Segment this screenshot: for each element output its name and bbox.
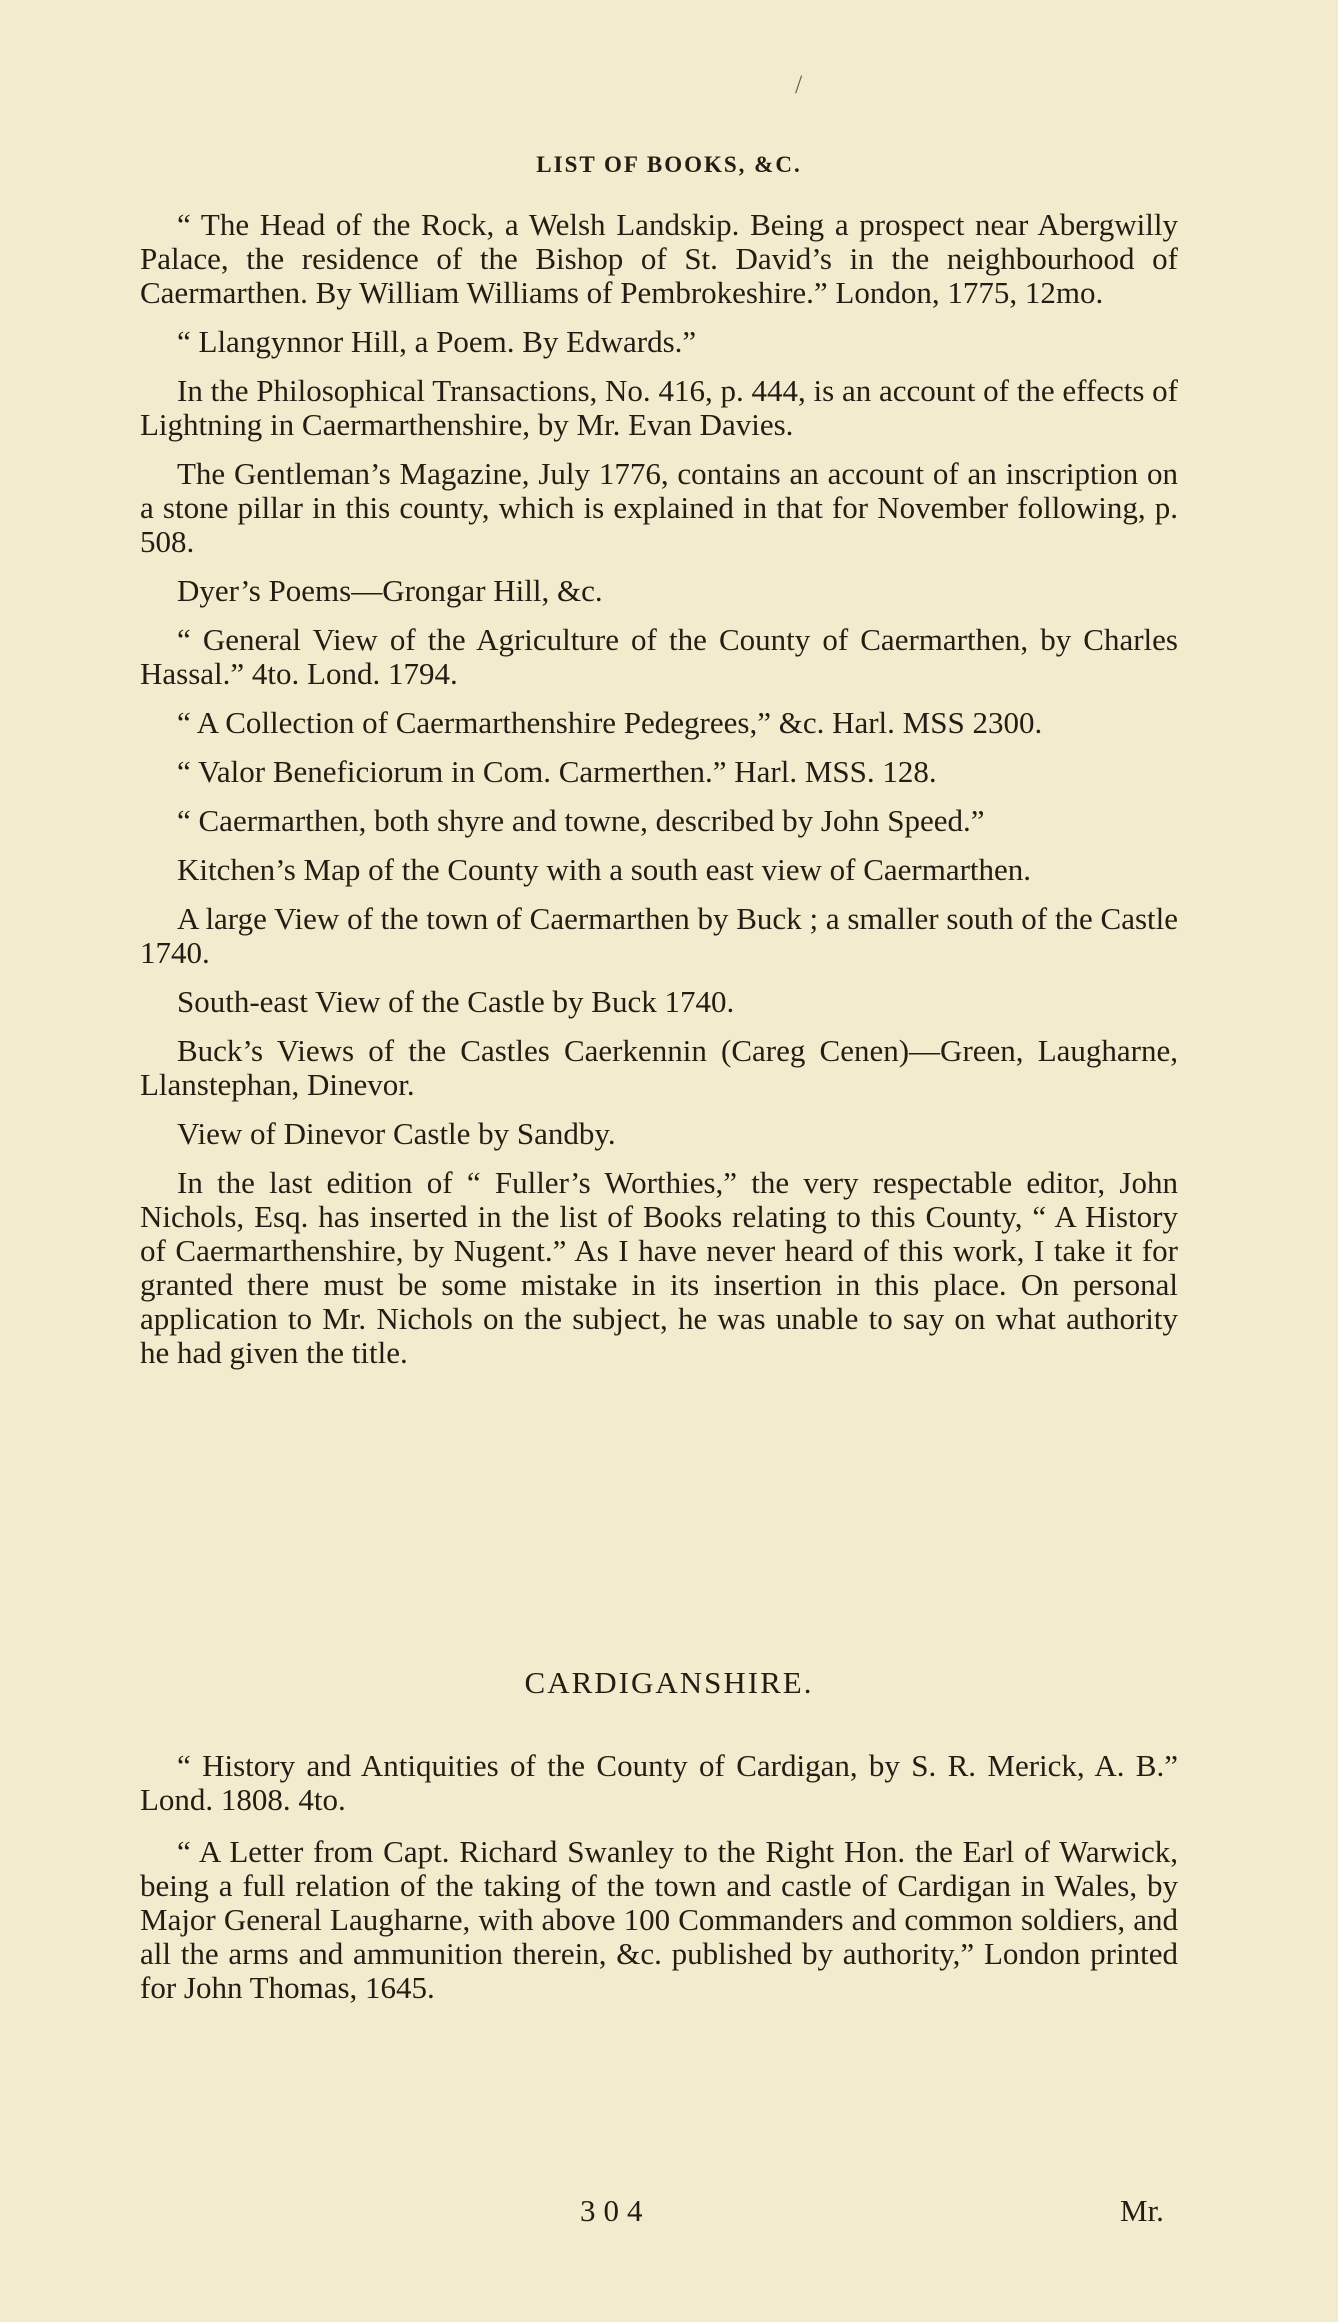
section-heading-cardiganshire: CARDIGANSHIRE.: [524, 1665, 814, 1700]
entry-south-east-view: South-east View of the Castle by Buck 1740.: [177, 984, 735, 1019]
cardiganshire-entries: [140, 1749, 1178, 2023]
entry-general-view-agriculture: “ General View of the Agriculture of the County of Caermarthen, by Charles Hassal.” 4to. Lond. 1794.: [140, 622, 1178, 691]
entry-dinevor-castle-sandby: View of Dinevor Castle by Sandby.: [177, 1116, 616, 1151]
entry-fullers-worthies: In the last edition of “ Fuller’s Worthies,” the very respectable editor, John Nichols, Esq. has inserted in the list of Books relating to this County, “ A History of Caermarthenshire, by Nugent.” As I have never heard of this work, I take it for granted there must be some mistake in its insertion in this place. On personal application to Mr. Nichols on the subject, he was unable to say on what authority he had given the title.: [140, 1165, 1178, 1370]
entry-dyers-poems: Dyer’s Poems—Grongar Hill, &c.: [177, 573, 603, 608]
entry-kitchens-map: Kitchen’s Map of the County with a south east view of Caermarthen.: [177, 852, 1032, 887]
entry-history-cardigan: “ History and Antiquities of the County of Cardigan, by S. R. Merick, A. B.” Lond. 1808. 4to.: [140, 1748, 1178, 1817]
entry-letter-swanley: “ A Letter from Capt. Richard Swanley to the Right Hon. the Earl of Warwick, being a full relation of the taking of the town and castle of Cardigan in Wales, by Major General Laugharne, with above 100 Commanders and common soldiers, and all the arms and ammunition therein, &c. published by authority,” London printed for John Thomas, 1645.: [140, 1834, 1178, 2005]
running-head: LIST OF BOOKS, &C.: [536, 152, 802, 177]
entry-valor-beneficiorum: “ Valor Beneficiorum in Com. Carmerthen.” Harl. MSS. 128.: [177, 754, 937, 789]
entry-philosophical-transactions: In the Philosophical Transactions, No. 416, p. 444, is an account of the effects of Lightning in Caermarthenshire, by Mr. Evan Davies.: [140, 373, 1178, 442]
entry-collection-pedegrees: “ A Collection of Caermarthenshire Pedegrees,” &c. Harl. MSS 2300.: [177, 705, 1043, 740]
corner-mark: /: [795, 70, 803, 99]
entry-john-speed: “ Caermarthen, both shyre and towne, described by John Speed.”: [177, 803, 985, 838]
entry-gentlemans-magazine: The Gentleman’s Magazine, July 1776, contains an account of an inscription on a stone pillar in this county, which is explained in that for November following, p. 508.: [140, 456, 1178, 559]
page-number: 304: [580, 2193, 651, 2228]
entry-large-view-buck: A large View of the town of Caermarthen by Buck ; a smaller south of the Castle 1740.: [140, 901, 1178, 970]
entry-bucks-views-castles: Buck’s Views of the Castles Caerkennin (Careg Cenen)—Green, Laugharne, Llanstephan, Dinevor.: [140, 1033, 1178, 1102]
entry-llangynnor-hill: “ Llangynnor Hill, a Poem. By Edwards.”: [177, 324, 697, 359]
carmarthenshire-entries: [140, 208, 1178, 1385]
entry-head-of-the-rock: “ The Head of the Rock, a Welsh Landskip. Being a prospect near Abergwilly Palace, the residence of the Bishop of St. David’s in the neighbourhood of Caermarthen. By William Williams of Pembrokeshire.” London, 1775, 12mo.: [140, 207, 1178, 310]
catchword: Mr.: [1120, 2193, 1164, 2228]
